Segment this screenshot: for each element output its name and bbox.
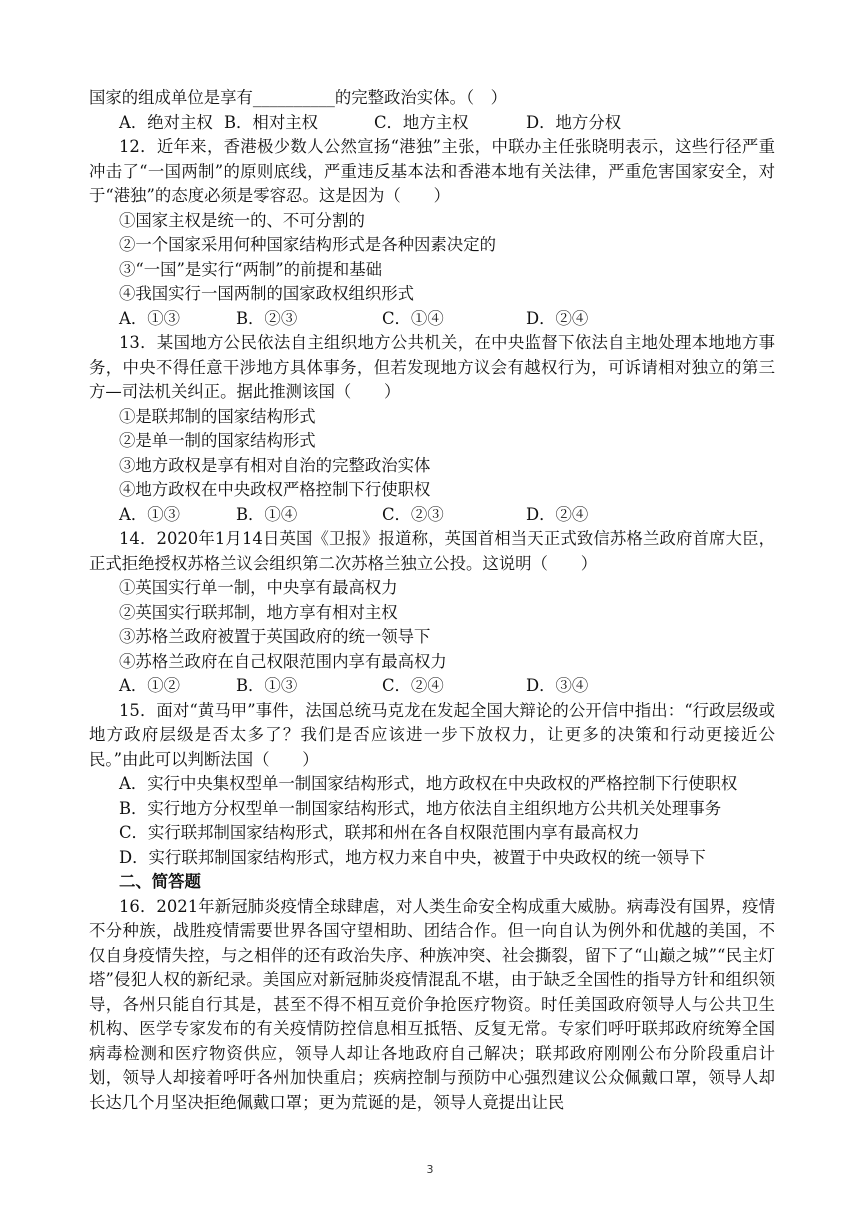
q14-option-d[interactable]: D．③④ — [526, 676, 589, 695]
q15-option-b[interactable]: B．实行地方分权型单一制国家结构形式，地方依法自主组织地方公共机关处理事务 — [119, 798, 722, 818]
q15-option-d[interactable]: D．实行联邦制国家结构形式，地方权力来自中央，被置于中央政权的统一领导下 — [119, 847, 706, 867]
q13-item-2: ②是单一制的国家结构形式 — [119, 431, 316, 450]
q13-option-c[interactable]: C．②③ — [382, 504, 444, 524]
q13-option-b[interactable]: B．①④ — [236, 504, 298, 524]
q11-option-c[interactable]: C．地方主权 — [374, 112, 469, 132]
q14-item-2: ②英国实行联邦制，地方享有相对主权 — [119, 602, 398, 622]
q12-option-d[interactable]: D．②④ — [526, 308, 589, 328]
q12-option-a[interactable]: A．①③ — [119, 308, 181, 328]
q14-options — [89, 674, 775, 699]
q11-options — [89, 111, 775, 136]
q12-item-2: ②一个国家采用何种国家结构形式是各种因素决定的 — [119, 235, 496, 254]
q13-item-1: ①是联邦制的国家结构形式 — [119, 406, 316, 426]
q14-item-1: ①英国实行单一制，中央享有最高权力 — [119, 578, 398, 597]
q14-stem: 14．2020年1月14日英国《卫报》报道称，英国首相当天正式致信苏格兰政府首席大臣，正式拒绝授权苏格兰议会组织第二次苏格兰独立公投。这说明（ ） — [89, 529, 775, 573]
q12-item-4: ④我国实行一国两制的国家政权组织形式 — [119, 284, 415, 303]
q11-option-b[interactable]: B．相对主权 — [224, 112, 318, 132]
q12-item-1: ①国家主权是统一的、不可分割的 — [119, 210, 365, 230]
q12-options — [89, 307, 775, 332]
q13-option-a[interactable]: A．①③ — [119, 504, 181, 524]
page-content — [89, 86, 775, 1115]
q11-stem-tail: 国家的组成单位是享有__________的完整政治实体。（ ） — [89, 88, 507, 107]
q11-option-a[interactable]: A．绝对主权 — [119, 112, 213, 132]
q15-option-a[interactable]: A．实行中央集权型单一制国家结构形式，地方政权在中央政权的严格控制下行使职权 — [119, 774, 738, 793]
q16-stem: 16．2021年新冠肺炎疫情全球肆虐，对人类生命安全构成重大威胁。病毒没有国界，疫情不分种族，战胜疫情需要世界各国守望相助、团结合作。但一向自认为例外和优越的美国，不仅自身疫情失控，与之相伴的还有政治失序、种族冲突、社会撕裂，留下了“山巅之城”“民主灯塔”侵犯人权的新纪录。美国应对新冠肺炎疫情混乱不堪，由于缺乏全国性的指导方针和组织领导，各州只能自行其是，甚至不得不相互竞价争抢医疗物资。时任美国政府领导人与公共卫生机构、医学专家发布的有关疫情防控信息相互抵牾、反复无常。专家们呼吁联邦政府统筹全国病毒检测和医疗物资供应，领导人却让各地政府自己解决；联邦政府刚刚公布分阶段重启计划，领导人却接着呼吁各州加快重启；疾病控制与预防中心强烈建议公众佩戴口罩，领导人却长达几个月坚决拒绝佩戴口罩；更为荒诞的是，领导人竟提出让民 — [89, 896, 775, 1112]
q14-item-3: ③苏格兰政府被置于英国政府的统一领导下 — [119, 627, 431, 646]
q13-stem: 13．某国地方公民依法自主组织地方公共机关，在中央监督下依法自主地处理本地地方事务，中央不得任意干涉地方具体事务，但若发现地方议会有越权行为，可诉请相对独立的第三方—司法机关纠正。据此推测该国（ ） — [89, 333, 775, 401]
q12-option-b[interactable]: B．②③ — [236, 308, 298, 328]
q11-option-d[interactable]: D．地方分权 — [526, 112, 622, 132]
section-title-short-answer: 二、简答题 — [119, 872, 201, 891]
q12-item-3: ③“一国”是实行“两制”的前提和基础 — [119, 259, 382, 279]
q15-option-c[interactable]: C．实行联邦制国家结构形式，联邦和州在各自权限范围内享有最高权力 — [119, 823, 640, 842]
q12-stem: 12．近年来，香港极少数人公然宣扬“港独”主张，中联办主任张晓明表示，这些行径严重冲击了“一国两制”的原则底线，严重违反基本法和香港本地有关法律，严重危害国家安全，对于“港独”的态度必须是零容忍。这是因为（ ） — [89, 137, 775, 205]
q14-option-b[interactable]: B．①③ — [236, 676, 298, 695]
q13-item-3: ③地方政权是享有相对自治的完整政治实体 — [119, 455, 431, 475]
q13-option-d[interactable]: D．②④ — [526, 504, 589, 524]
q14-option-a[interactable]: A．①② — [119, 676, 181, 695]
q13-options — [89, 503, 775, 528]
q14-option-c[interactable]: C．②④ — [382, 676, 444, 695]
q15-stem: 15．面对“黄马甲”事件，法国总统马克龙在发起全国大辩论的公开信中指出：“行政层级或地方政府层级是否太多了？我们是否应该进一步下放权力，让更多的决策和行动更接近公民。”由此可以判断法国（ ） — [89, 700, 775, 769]
q12-option-c[interactable]: C．①④ — [382, 308, 444, 328]
q14-item-4: ④苏格兰政府在自己权限范围内享有最高权力 — [119, 651, 447, 671]
q13-item-4: ④地方政权在中央政权严格控制下行使职权 — [119, 480, 431, 499]
page-number: 3 — [426, 1163, 434, 1176]
